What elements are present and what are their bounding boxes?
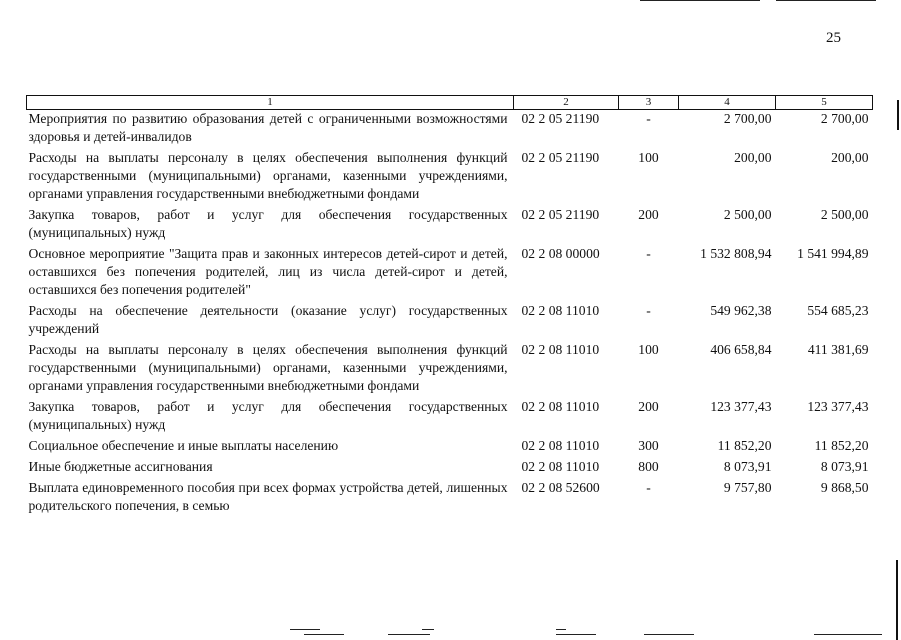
table-header — [27, 96, 873, 110]
table-row — [27, 149, 873, 206]
row-name: Закупка товаров, работ и услуг для обеспечения государственных (муниципальных) нужд — [28, 399, 508, 432]
row-expense-type: - — [646, 111, 651, 126]
page-number: 25 — [826, 30, 841, 46]
row-expense-type: 100 — [638, 342, 659, 357]
row-sum-1: 8 073,91 — [723, 459, 772, 474]
row-sum-1: 9 757,80 — [723, 480, 772, 495]
scan-artifact-line — [640, 0, 760, 1]
row-name: Выплата единовременного пособия при всех формах устройства детей, лишенных родительского попечения, в семью — [28, 480, 508, 513]
row-sum-1: 1 532 808,94 — [700, 246, 772, 261]
row-name: Закупка товаров, работ и услуг для обеспечения государственных (муниципальных) нужд — [28, 207, 508, 240]
scan-artifact-line — [304, 634, 344, 635]
row-sum-1: 123 377,43 — [710, 399, 772, 414]
row-sum-1: 200,00 — [734, 150, 772, 165]
column-header-2: 2 — [514, 96, 619, 110]
row-code: 02 2 08 11010 — [521, 399, 600, 414]
row-code: 02 2 08 52600 — [521, 480, 600, 495]
table-row — [27, 302, 873, 341]
row-code: 02 2 05 21190 — [521, 207, 600, 222]
row-sum-2: 200,00 — [831, 150, 869, 165]
table-row — [27, 110, 873, 150]
scan-artifact-line — [556, 629, 566, 630]
row-sum-1: 549 962,38 — [710, 303, 772, 318]
scan-artifact-line — [776, 0, 876, 1]
row-name: Расходы на выплаты персоналу в целях обеспечения выполнения функций государственными (муниципальными) органами, казенными учреждениями, органами управления государственными внебюджетными фондами — [28, 342, 508, 393]
row-sum-2: 554 685,23 — [807, 303, 869, 318]
scan-edge-line — [896, 560, 898, 640]
table-row — [27, 398, 873, 437]
row-sum-2: 1 541 994,89 — [797, 246, 869, 261]
row-sum-2: 8 073,91 — [820, 459, 869, 474]
row-code: 02 2 08 11010 — [521, 438, 600, 453]
column-header-4: 4 — [679, 96, 776, 110]
row-code: 02 2 08 11010 — [521, 303, 600, 318]
row-code: 02 2 08 11010 — [521, 342, 600, 357]
row-code: 02 2 08 11010 — [521, 459, 600, 474]
scan-artifact-line — [388, 634, 430, 635]
scan-artifact-line — [556, 634, 596, 635]
row-sum-2: 123 377,43 — [807, 399, 869, 414]
row-expense-type: 200 — [638, 207, 659, 222]
column-header-5: 5 — [776, 96, 873, 110]
row-name: Расходы на выплаты персоналу в целях обеспечения выполнения функций государственными (муниципальными) органами, казенными учреждениями, органами управления государственными внебюджетными фондами — [28, 150, 508, 201]
column-header-1: 1 — [27, 96, 514, 110]
table-row — [27, 437, 873, 458]
row-name: Иные бюджетные ассигнования — [28, 459, 213, 474]
scan-artifact-line — [814, 634, 882, 635]
row-name: Социальное обеспечение и иные выплаты населению — [28, 438, 339, 453]
row-code: 02 2 05 21190 — [521, 150, 600, 165]
row-sum-2: 411 381,69 — [807, 342, 869, 357]
scan-artifact-line — [290, 629, 320, 630]
table-row — [27, 341, 873, 398]
row-expense-type: 300 — [638, 438, 659, 453]
row-sum-2: 9 868,50 — [820, 480, 869, 495]
row-expense-type: 800 — [638, 459, 659, 474]
row-expense-type: - — [646, 480, 651, 495]
row-sum-2: 2 500,00 — [820, 207, 869, 222]
row-sum-1: 406 658,84 — [710, 342, 772, 357]
table-row — [27, 245, 873, 302]
row-sum-1: 2 500,00 — [723, 207, 772, 222]
row-sum-2: 2 700,00 — [820, 111, 869, 126]
row-name: Мероприятия по развитию образования детей с ограниченными возможностями здоровья и детей-инвалидов — [28, 111, 508, 144]
scan-artifact-line — [644, 634, 694, 635]
row-code: 02 2 05 21190 — [521, 111, 600, 126]
row-expense-type: - — [646, 246, 651, 261]
row-sum-1: 11 852,20 — [717, 438, 772, 453]
table-row — [27, 479, 873, 518]
budget-table — [26, 95, 873, 518]
table-row — [27, 458, 873, 479]
scan-edge-line — [897, 100, 899, 130]
row-sum-1: 2 700,00 — [723, 111, 772, 126]
row-expense-type: 100 — [638, 150, 659, 165]
scan-artifact-line — [422, 629, 434, 630]
column-header-3: 3 — [619, 96, 679, 110]
table-row — [27, 206, 873, 245]
row-code: 02 2 08 00000 — [521, 246, 600, 261]
row-expense-type: 200 — [638, 399, 659, 414]
row-expense-type: - — [646, 303, 651, 318]
row-name: Расходы на обеспечение деятельности (оказание услуг) государственных учреждений — [28, 303, 508, 336]
row-name: Основное мероприятие "Защита прав и законных интересов детей-сирот и детей, оставшихся без попечения родителей, лиц из числа детей-сирот и детей, оставшихся без попечения родителей" — [28, 246, 508, 297]
row-sum-2: 11 852,20 — [814, 438, 869, 453]
